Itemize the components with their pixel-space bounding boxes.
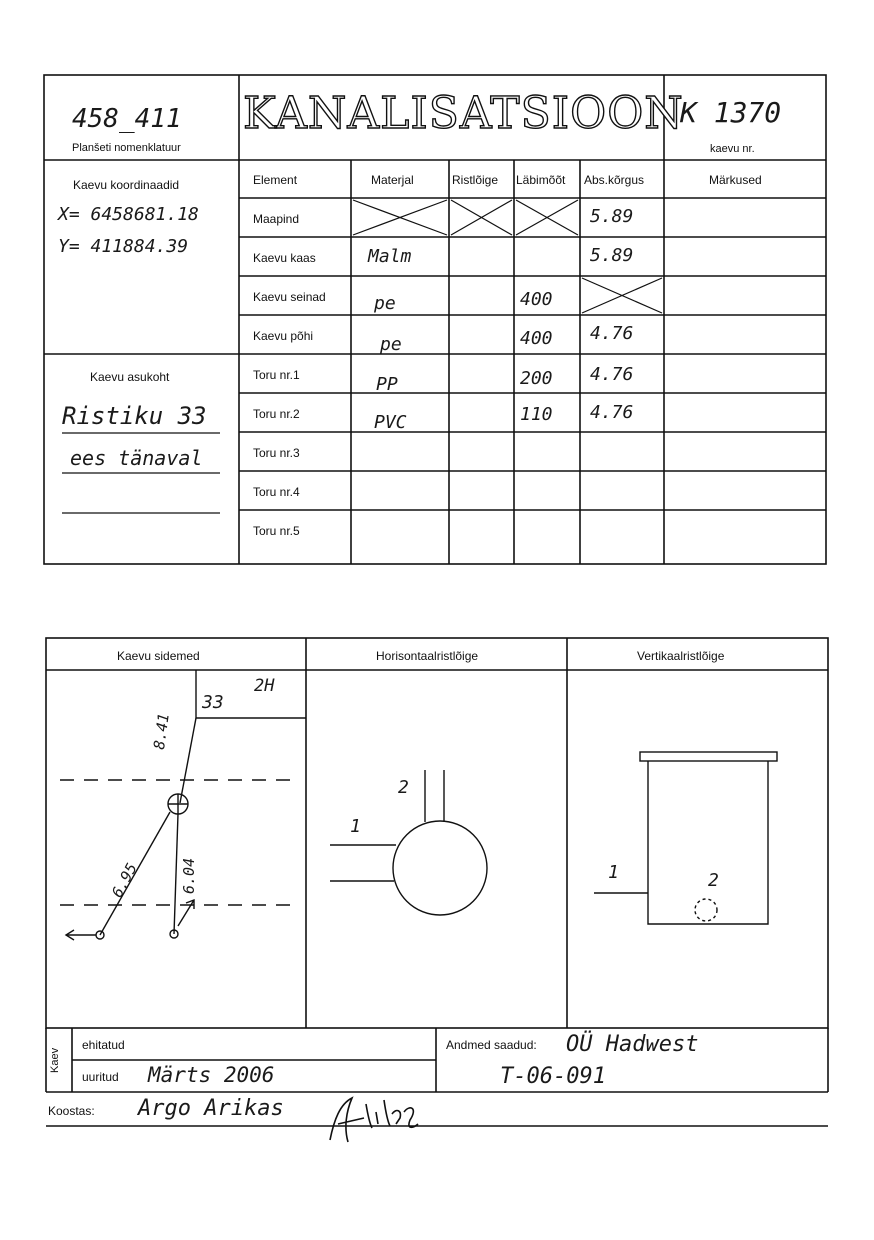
col-header-element: Element [253, 173, 298, 187]
location-note: ees tänaval [70, 446, 203, 470]
cell-diameter: 110 [520, 404, 553, 425]
building-number: 33 [202, 692, 224, 713]
cell-diameter: 400 [520, 328, 553, 349]
coordinates-label: Kaevu koordinaadid [73, 178, 180, 192]
row-label: Kaevu kaas [253, 251, 316, 265]
panel-title-horizontal: Horisontaalristlõige [376, 649, 479, 663]
cell-height: 4.76 [590, 323, 634, 344]
cell-height: 4.76 [590, 364, 634, 385]
cell-material: Malm [368, 246, 412, 267]
well-number: K 1370 [680, 96, 782, 129]
location-address: Ristiku 33 [62, 402, 207, 430]
author-name: Argo Arikas [138, 1096, 284, 1121]
pipe-label-1-section: 1 [608, 862, 619, 883]
row-label: Kaevu seinad [253, 290, 326, 304]
cell-height: 5.89 [590, 206, 634, 227]
surveyed-label: uuritud [82, 1070, 119, 1084]
dimension-left: 6.95 [108, 860, 141, 901]
author-label: Koostas: [48, 1104, 95, 1118]
col-header-section: Ristlõige [452, 173, 499, 187]
cell-height: 4.76 [590, 402, 634, 423]
cell-material: PVC [374, 412, 407, 433]
cell-material: PP [376, 374, 398, 395]
col-header-material: Materjal [371, 173, 414, 187]
built-label: ehitatud [82, 1038, 125, 1052]
data-source-label: Andmed saadud: [446, 1038, 537, 1052]
well-number-label: kaevu nr. [710, 143, 755, 155]
pipe-label-1-plan: 1 [350, 816, 361, 837]
cell-height: 5.89 [590, 245, 634, 266]
cell-material: pe [374, 293, 396, 314]
data-source-reference: T-06-091 [500, 1064, 606, 1089]
row-label: Toru nr.3 [253, 446, 300, 460]
cell-diameter: 200 [520, 368, 553, 389]
location-label: Kaevu asukoht [90, 370, 170, 384]
col-header-diameter: Läbimõõt [516, 173, 566, 187]
surveyed-value: Märts 2006 [148, 1063, 275, 1087]
footer-side-label: Kaev [49, 1047, 61, 1073]
plansheet-number: 458_411 [72, 104, 182, 134]
row-label: Toru nr.1 [253, 368, 300, 382]
pipe-label-2-plan: 2 [398, 777, 409, 798]
plansheet-label: Planšeti nomenklatuur [72, 142, 181, 154]
col-header-notes: Märkused [709, 173, 762, 187]
panel-title-connections: Kaevu sidemed [117, 649, 200, 663]
pipe-label-2-section: 2 [708, 870, 719, 891]
page-title: KANALISATSIOON [243, 88, 684, 139]
row-label: Toru nr.5 [253, 524, 300, 538]
cell-material: pe [380, 334, 402, 355]
panel-title-vertical: Vertikaalristlõige [637, 649, 725, 663]
data-source-company: OÜ Hadwest [566, 1032, 699, 1057]
coordinate-x: X= 6458681.18 [58, 204, 199, 225]
row-label: Toru nr.4 [253, 485, 300, 499]
row-label: Maapind [253, 212, 300, 226]
coordinate-y: Y= 411884.39 [58, 236, 189, 257]
row-label: Kaevu põhi [253, 329, 314, 343]
row-label: Toru nr.2 [253, 407, 300, 421]
dimension-right: 6.04 [180, 857, 198, 894]
cell-diameter: 400 [520, 289, 553, 310]
dimension-top: 8.41 [150, 712, 173, 751]
col-header-height: Abs.kõrgus [584, 173, 645, 187]
building-floors: 2H [254, 676, 275, 696]
